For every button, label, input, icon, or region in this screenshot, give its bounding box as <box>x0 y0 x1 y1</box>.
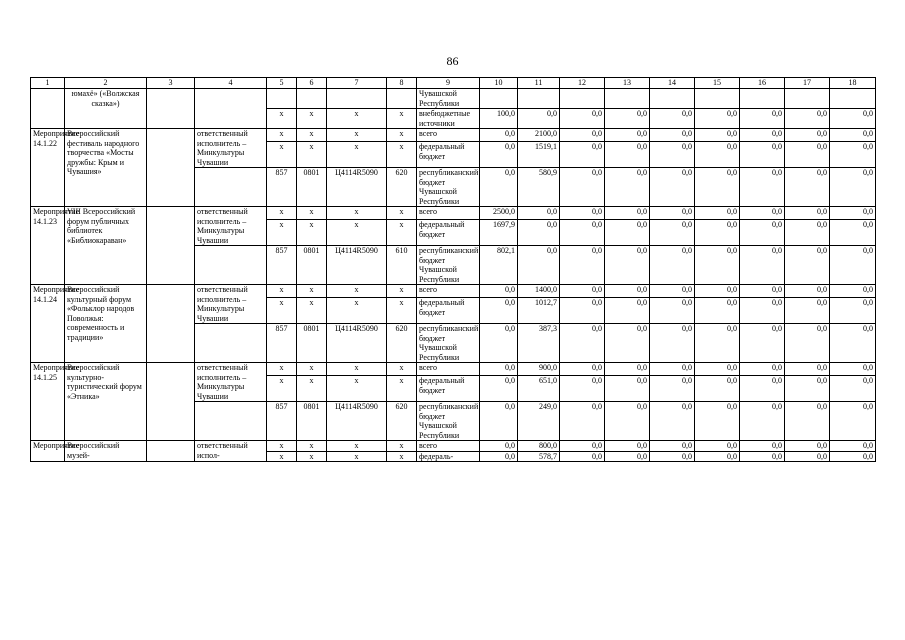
amount-cell: 0,0 <box>695 451 740 462</box>
amount-cell: 0,0 <box>650 129 695 142</box>
amount-cell: 0,0 <box>785 109 830 129</box>
amount-cell: 0,0 <box>830 402 876 441</box>
responsible-cell: ответственный испол- <box>195 441 267 462</box>
budget-code-cell: x <box>387 220 417 246</box>
amount-cell: 0,0 <box>605 451 650 462</box>
amount-cell: 0,0 <box>740 363 785 376</box>
budget-code-cell: 610 <box>387 246 417 285</box>
budget-code-cell: x <box>297 451 327 462</box>
budget-code-cell: x <box>267 207 297 220</box>
amount-cell: 0,0 <box>740 441 785 452</box>
amount-cell: 0,0 <box>480 441 518 452</box>
column-number-2: 2 <box>65 78 147 89</box>
amount-cell: 0,0 <box>650 324 695 363</box>
column-number-15: 15 <box>695 78 740 89</box>
amount-cell: 0,0 <box>695 129 740 142</box>
amount-cell: 578,7 <box>518 451 560 462</box>
amount-cell: 0,0 <box>740 207 785 220</box>
amount-cell: 0,0 <box>650 363 695 376</box>
amount-cell: 0,0 <box>695 376 740 402</box>
column-number-8: 8 <box>387 78 417 89</box>
budget-code-cell: x <box>387 298 417 324</box>
amount-cell: 0,0 <box>480 451 518 462</box>
amount-cell: 0,0 <box>605 441 650 452</box>
funding-source-cell: федеральный бюджет <box>417 298 480 324</box>
budget-code-cell: Ц4114R5090 <box>327 402 387 441</box>
amount-cell: 0,0 <box>605 363 650 376</box>
amount-cell: 1519,1 <box>518 142 560 168</box>
amount-cell: 0,0 <box>560 207 605 220</box>
amount-cell: 387,3 <box>518 324 560 363</box>
column-number-17: 17 <box>785 78 830 89</box>
amount-cell: 0,0 <box>740 142 785 168</box>
budget-code-cell: x <box>267 285 297 298</box>
activity-name-cell: VIII Всероссийский форум публичных библиотек «Библиокараван» <box>65 207 147 285</box>
column-number-16: 16 <box>740 78 785 89</box>
budget-code-cell: x <box>327 129 387 142</box>
responsible-cell-cont <box>195 324 267 363</box>
amount-cell: 0,0 <box>785 207 830 220</box>
amount-cell: 0,0 <box>740 129 785 142</box>
budget-code-cell: x <box>267 142 297 168</box>
amount-cell: 0,0 <box>605 324 650 363</box>
activity-id-cell <box>31 89 65 129</box>
funding-source-cell: Чувашской Республики <box>417 89 480 109</box>
amount-cell: 0,0 <box>830 441 876 452</box>
amount-cell: 0,0 <box>740 402 785 441</box>
activity-name-cell: Всероссийский фестиваль народного творчества «Мосты дружбы: Крым и Чувашия» <box>65 129 147 207</box>
amount-cell: 0,0 <box>480 168 518 207</box>
budget-code-cell: x <box>327 298 387 324</box>
responsible-cell-cont <box>195 246 267 285</box>
budget-code-cell: x <box>297 285 327 298</box>
empty-col3-cell <box>147 285 195 363</box>
budget-code-cell: x <box>267 363 297 376</box>
amount-cell: 800,0 <box>518 441 560 452</box>
amount-cell: 0,0 <box>480 363 518 376</box>
activity-id-cell: Мероприятие 14.1.24 <box>31 285 65 363</box>
table-row <box>31 89 876 109</box>
amount-cell: 0,0 <box>830 168 876 207</box>
amount-cell: 0,0 <box>560 220 605 246</box>
budget-code-cell: x <box>297 363 327 376</box>
budget-code-cell <box>267 89 297 109</box>
amount-cell: 0,0 <box>560 246 605 285</box>
amount-cell: 0,0 <box>695 298 740 324</box>
column-number-4: 4 <box>195 78 267 89</box>
amount-cell: 0,0 <box>650 246 695 285</box>
amount-cell: 0,0 <box>560 168 605 207</box>
amount-cell: 0,0 <box>830 129 876 142</box>
budget-code-cell: 620 <box>387 402 417 441</box>
amount-cell: 0,0 <box>695 441 740 452</box>
amount-cell: 0,0 <box>480 285 518 298</box>
amount-cell: 0,0 <box>650 142 695 168</box>
column-number-10: 10 <box>480 78 518 89</box>
amount-cell: 0,0 <box>480 376 518 402</box>
amount-cell: 0,0 <box>740 451 785 462</box>
amount-cell: 0,0 <box>480 324 518 363</box>
budget-code-cell: x <box>267 220 297 246</box>
empty-col3-cell <box>147 363 195 441</box>
amount-cell: 0,0 <box>480 402 518 441</box>
budget-code-cell: x <box>327 142 387 168</box>
amount-cell <box>695 89 740 109</box>
amount-cell: 0,0 <box>785 376 830 402</box>
amount-cell: 0,0 <box>650 285 695 298</box>
budget-code-cell: x <box>327 207 387 220</box>
column-number-18: 18 <box>830 78 876 89</box>
amount-cell: 0,0 <box>785 285 830 298</box>
budget-code-cell: x <box>327 376 387 402</box>
amount-cell: 0,0 <box>740 376 785 402</box>
amount-cell: 0,0 <box>785 451 830 462</box>
amount-cell: 651,0 <box>518 376 560 402</box>
amount-cell: 0,0 <box>785 129 830 142</box>
amount-cell: 0,0 <box>695 324 740 363</box>
budget-code-cell: 0801 <box>297 402 327 441</box>
amount-cell <box>518 89 560 109</box>
budget-code-cell: 857 <box>267 324 297 363</box>
table-row <box>31 207 876 220</box>
amount-cell <box>785 89 830 109</box>
budget-code-cell: x <box>327 441 387 452</box>
amount-cell: 0,0 <box>740 220 785 246</box>
amount-cell: 0,0 <box>650 298 695 324</box>
amount-cell: 0,0 <box>785 324 830 363</box>
amount-cell <box>830 89 876 109</box>
amount-cell: 0,0 <box>650 109 695 129</box>
budget-code-cell: 0801 <box>297 168 327 207</box>
responsible-cell: ответственный исполнитель – Минкультуры Чувашии <box>195 363 267 402</box>
budget-code-cell: x <box>297 207 327 220</box>
amount-cell: 0,0 <box>560 109 605 129</box>
budget-code-cell: 0801 <box>297 246 327 285</box>
amount-cell: 249,0 <box>518 402 560 441</box>
budget-code-cell <box>327 89 387 109</box>
budget-code-cell: x <box>387 129 417 142</box>
budget-code-cell: x <box>327 285 387 298</box>
funding-source-cell: федеральный бюджет <box>417 376 480 402</box>
budget-code-cell: x <box>267 129 297 142</box>
budget-code-cell: x <box>297 376 327 402</box>
column-number-11: 11 <box>518 78 560 89</box>
budget-code-cell: x <box>267 441 297 452</box>
activity-id-cell: Мероприятие 14.1.22 <box>31 129 65 207</box>
amount-cell: 0,0 <box>785 142 830 168</box>
budget-code-cell: x <box>267 298 297 324</box>
budget-table <box>30 77 876 462</box>
budget-code-cell: x <box>297 109 327 129</box>
amount-cell: 0,0 <box>650 168 695 207</box>
responsible-cell <box>195 89 267 129</box>
amount-cell: 0,0 <box>830 109 876 129</box>
amount-cell: 0,0 <box>480 142 518 168</box>
amount-cell: 0,0 <box>830 142 876 168</box>
budget-code-cell: x <box>267 376 297 402</box>
amount-cell: 0,0 <box>480 129 518 142</box>
funding-source-cell: всего <box>417 129 480 142</box>
amount-cell <box>560 89 605 109</box>
amount-cell: 0,0 <box>560 441 605 452</box>
empty-col3-cell <box>147 441 195 462</box>
budget-code-cell: x <box>327 363 387 376</box>
budget-code-cell: 620 <box>387 324 417 363</box>
amount-cell: 0,0 <box>518 246 560 285</box>
funding-source-cell: всего <box>417 285 480 298</box>
amount-cell: 100,0 <box>480 109 518 129</box>
budget-code-cell: x <box>387 109 417 129</box>
funding-source-cell: республиканский бюджет Чувашской Республики <box>417 246 480 285</box>
amount-cell: 0,0 <box>695 207 740 220</box>
budget-code-cell: x <box>297 129 327 142</box>
budget-code-cell: x <box>387 441 417 452</box>
amount-cell: 0,0 <box>695 285 740 298</box>
amount-cell: 0,0 <box>695 220 740 246</box>
amount-cell: 0,0 <box>740 324 785 363</box>
column-number-9: 9 <box>417 78 480 89</box>
amount-cell: 0,0 <box>785 402 830 441</box>
column-number-12: 12 <box>560 78 605 89</box>
budget-code-cell: x <box>327 109 387 129</box>
amount-cell: 0,0 <box>605 220 650 246</box>
funding-source-cell: федеральный бюджет <box>417 220 480 246</box>
amount-cell: 0,0 <box>830 451 876 462</box>
amount-cell: 0,0 <box>605 129 650 142</box>
amount-cell <box>650 89 695 109</box>
amount-cell: 0,0 <box>695 168 740 207</box>
amount-cell: 0,0 <box>830 324 876 363</box>
amount-cell: 0,0 <box>830 246 876 285</box>
amount-cell: 0,0 <box>695 109 740 129</box>
amount-cell: 2500,0 <box>480 207 518 220</box>
budget-code-cell: Ц4114R5090 <box>327 246 387 285</box>
amount-cell: 0,0 <box>650 451 695 462</box>
amount-cell: 0,0 <box>560 451 605 462</box>
budget-code-cell: x <box>387 376 417 402</box>
budget-code-cell: x <box>297 298 327 324</box>
responsible-cell: ответственный исполнитель – Минкультуры Чувашии <box>195 207 267 246</box>
amount-cell: 0,0 <box>785 168 830 207</box>
activity-name-cell: Всероссийский музей- <box>65 441 147 462</box>
responsible-cell: ответственный исполнитель – Минкультуры Чувашии <box>195 285 267 324</box>
amount-cell: 0,0 <box>695 142 740 168</box>
amount-cell: 0,0 <box>785 298 830 324</box>
amount-cell: 1012,7 <box>518 298 560 324</box>
amount-cell: 0,0 <box>605 207 650 220</box>
budget-code-cell: x <box>327 220 387 246</box>
budget-code-cell: Ц4114R5090 <box>327 168 387 207</box>
funding-source-cell: всего <box>417 363 480 376</box>
amount-cell: 0,0 <box>740 246 785 285</box>
empty-col3-cell <box>147 207 195 285</box>
activity-name-cell: Всероссийский культурно-туристический форум «Этника» <box>65 363 147 441</box>
amount-cell: 0,0 <box>605 142 650 168</box>
funding-source-cell: федеральный бюджет <box>417 142 480 168</box>
amount-cell: 900,0 <box>518 363 560 376</box>
budget-code-cell: 0801 <box>297 324 327 363</box>
activity-id-cell: Мероприятие 14.1.23 <box>31 207 65 285</box>
amount-cell: 0,0 <box>740 109 785 129</box>
table-row <box>31 129 876 142</box>
amount-cell: 1400,0 <box>518 285 560 298</box>
amount-cell: 0,0 <box>650 402 695 441</box>
responsible-cell-cont <box>195 168 267 207</box>
budget-code-cell: x <box>387 207 417 220</box>
amount-cell <box>605 89 650 109</box>
amount-cell: 0,0 <box>830 285 876 298</box>
activity-id-cell: Мероприятие 14.1.25 <box>31 363 65 441</box>
amount-cell: 0,0 <box>518 220 560 246</box>
amount-cell <box>480 89 518 109</box>
amount-cell: 0,0 <box>830 207 876 220</box>
amount-cell: 580,9 <box>518 168 560 207</box>
budget-code-cell: x <box>387 363 417 376</box>
column-number-6: 6 <box>297 78 327 89</box>
column-number-1: 1 <box>31 78 65 89</box>
amount-cell: 0,0 <box>560 129 605 142</box>
column-number-13: 13 <box>605 78 650 89</box>
amount-cell: 0,0 <box>605 168 650 207</box>
empty-col3-cell <box>147 129 195 207</box>
funding-source-cell: федераль- <box>417 451 480 462</box>
budget-code-cell: x <box>267 451 297 462</box>
amount-cell <box>740 89 785 109</box>
empty-col3-cell <box>147 89 195 129</box>
amount-cell: 0,0 <box>605 402 650 441</box>
amount-cell: 0,0 <box>785 441 830 452</box>
table-row <box>31 441 876 452</box>
budget-code-cell: x <box>297 142 327 168</box>
amount-cell: 0,0 <box>785 220 830 246</box>
column-number-14: 14 <box>650 78 695 89</box>
budget-code-cell: 857 <box>267 246 297 285</box>
amount-cell: 802,1 <box>480 246 518 285</box>
budget-code-cell <box>387 89 417 109</box>
funding-source-cell: республиканский бюджет Чувашской Республики <box>417 168 480 207</box>
amount-cell: 0,0 <box>830 298 876 324</box>
budget-code-cell: x <box>387 142 417 168</box>
amount-cell: 0,0 <box>785 363 830 376</box>
amount-cell: 0,0 <box>560 376 605 402</box>
amount-cell: 0,0 <box>560 324 605 363</box>
budget-code-cell: x <box>297 220 327 246</box>
amount-cell: 0,0 <box>650 441 695 452</box>
funding-source-cell: республиканский бюджет Чувашской Республики <box>417 324 480 363</box>
amount-cell: 0,0 <box>605 376 650 402</box>
amount-cell: 0,0 <box>830 363 876 376</box>
amount-cell: 0,0 <box>740 285 785 298</box>
budget-code-cell: x <box>387 285 417 298</box>
amount-cell: 0,0 <box>785 246 830 285</box>
amount-cell: 0,0 <box>560 363 605 376</box>
activity-name-cell: Всероссийский культурный форум «Фольклор народов Поволжья: современность и традиции» <box>65 285 147 363</box>
amount-cell: 0,0 <box>605 298 650 324</box>
funding-source-cell: внебюджетные источники <box>417 109 480 129</box>
table-row <box>31 363 876 376</box>
amount-cell: 0,0 <box>650 220 695 246</box>
amount-cell: 2100,0 <box>518 129 560 142</box>
budget-code-cell: 857 <box>267 168 297 207</box>
table-row <box>31 285 876 298</box>
amount-cell: 0,0 <box>740 298 785 324</box>
amount-cell: 0,0 <box>830 220 876 246</box>
funding-source-cell: всего <box>417 441 480 452</box>
funding-source-cell: республиканский бюджет Чувашской Республики <box>417 402 480 441</box>
amount-cell: 0,0 <box>480 298 518 324</box>
column-number-5: 5 <box>267 78 297 89</box>
budget-code-cell <box>297 89 327 109</box>
budget-code-cell: x <box>387 451 417 462</box>
funding-source-cell: всего <box>417 207 480 220</box>
budget-code-cell: 620 <box>387 168 417 207</box>
amount-cell: 0,0 <box>560 285 605 298</box>
activity-name-cell: юмахё» («Волжская сказка») <box>65 89 147 129</box>
budget-code-cell: x <box>327 451 387 462</box>
amount-cell: 0,0 <box>740 168 785 207</box>
amount-cell: 0,0 <box>695 402 740 441</box>
amount-cell: 0,0 <box>695 363 740 376</box>
amount-cell: 0,0 <box>650 376 695 402</box>
budget-code-cell: x <box>267 109 297 129</box>
amount-cell: 0,0 <box>518 109 560 129</box>
budget-code-cell: x <box>297 441 327 452</box>
amount-cell: 1697,9 <box>480 220 518 246</box>
amount-cell: 0,0 <box>560 142 605 168</box>
column-number-row <box>31 78 876 89</box>
amount-cell: 0,0 <box>605 246 650 285</box>
page-number: 86 <box>446 54 459 68</box>
amount-cell: 0,0 <box>605 109 650 129</box>
responsible-cell: ответственный исполнитель – Минкультуры Чувашии <box>195 129 267 168</box>
activity-id-cell: Мероприятие <box>31 441 65 462</box>
amount-cell: 0,0 <box>560 402 605 441</box>
budget-code-cell: 857 <box>267 402 297 441</box>
amount-cell: 0,0 <box>650 207 695 220</box>
budget-code-cell: Ц4114R5090 <box>327 324 387 363</box>
amount-cell: 0,0 <box>518 207 560 220</box>
amount-cell: 0,0 <box>560 298 605 324</box>
column-number-7: 7 <box>327 78 387 89</box>
amount-cell: 0,0 <box>830 376 876 402</box>
column-number-3: 3 <box>147 78 195 89</box>
amount-cell: 0,0 <box>695 246 740 285</box>
amount-cell: 0,0 <box>605 285 650 298</box>
responsible-cell-cont <box>195 402 267 441</box>
